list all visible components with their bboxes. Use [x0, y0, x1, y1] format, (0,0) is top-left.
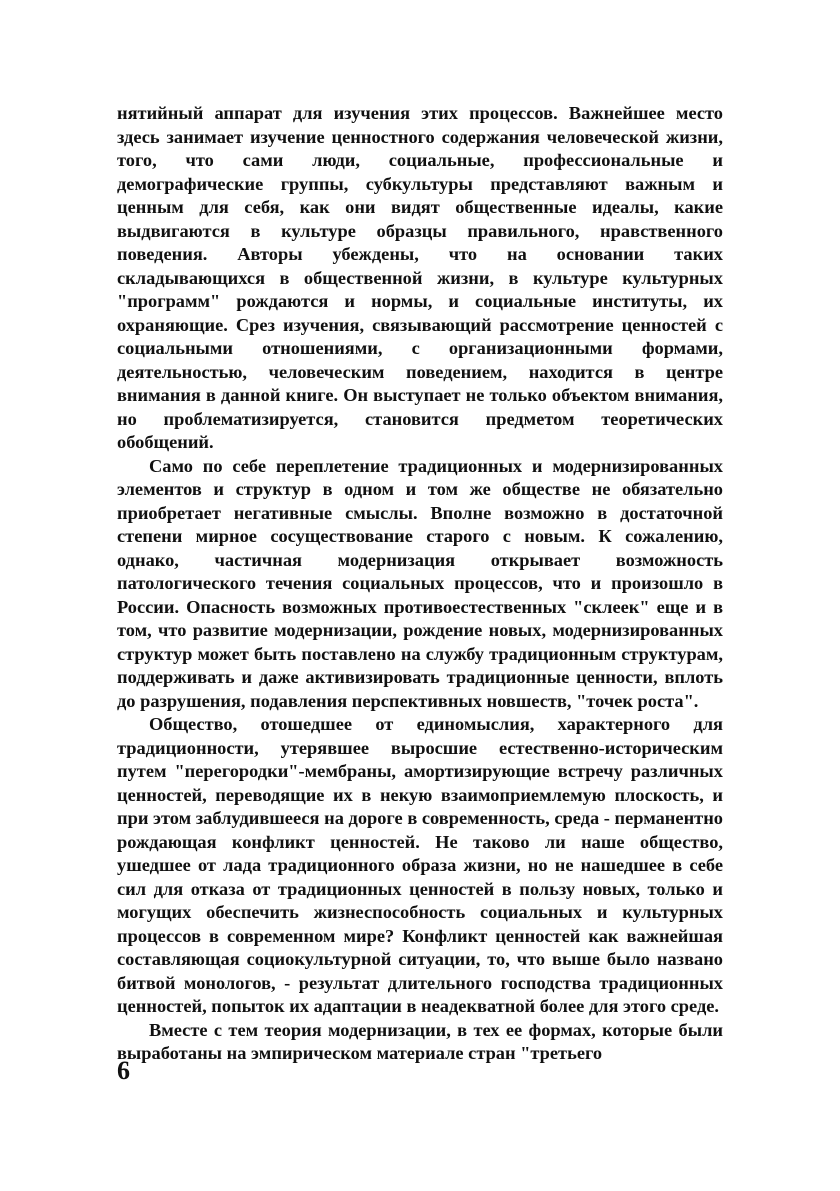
paragraph-4: Вместе с тем теория модернизации, в тех ее формах, которые были выработаны на эмпирическом материале стран "третьего [117, 1019, 723, 1063]
paragraph-1: нятийный аппарат для изучения этих процессов. Важнейшее место здесь занимает изучение ценностного содержания человеческой жизни, того, что сами люди, социальные, профессиональные и демографические группы, субкультуры представляют важным и ценным для себя, как они видят общественные идеалы, какие выдвигаются в культуре образцы правильного, нравственного поведения. Авторы убеждены, что на основании таких складывающихся в общественной жизни, в культуре культурных "программ" рождаются и нормы, и социальные институты, их охраняющие. Срез изучения, связывающий рассмотрение ценностей с социальными отношениями, с организационными формами, деятельностью, человеческим поведением, находится в центре внимания в данной книге. Он выступает не только объектом внимания, но проблематизируется, становится предметом теоретических обобщений. [117, 103, 723, 452]
paragraph-2: Само по себе переплетение традиционных и модернизированных элементов и структур в одном и том же обществе не обязательно приобретает негативные смыслы. Вполне возможно в достаточной степени мирное сосуществование старого с новым. К сожалению, однако, частичная модернизация открывает возможность патологического течения социальных процессов, что и произошло в России. Опасность возможных противоестественных "склеек" еще и в том, что развитие модернизации, рождение новых, модернизированных структур может быть поставлено на службу традиционным структурам, поддерживать и даже активизировать традиционные ценности, вплоть до разрушения, подавления перспективных новшеств, "точек роста". [117, 455, 723, 711]
body-text [117, 102, 723, 1066]
paragraph-3: Общество, отошедшее от единомыслия, характерного для традиционности, утерявшее выросшие естественно-историческим путем "перегородки"-мембраны, амортизирующие встречу различных ценностей, переводящие их в некую взаимоприемлемую плоскость, и при этом заблудившееся на дороге в современность, среда - перманентно рождающая конфликт ценностей. Не таково ли наше общество, ушедшее от лада традиционного образа жизни, но не нашедшее в себе сил для отказа от традиционных ценностей в пользу новых, только и могущих обеспечить жизнеспособность социальных и культурных процессов в современном мире? Конфликт ценностей как важнейшая составляющая социокультурной ситуации, то, что выше было названо битвой монологов, - результат длительного господства традиционных ценностей, попыток их адаптации в неадекватной более для этого среде. [117, 714, 723, 1016]
page-number: 6 [117, 1056, 130, 1085]
